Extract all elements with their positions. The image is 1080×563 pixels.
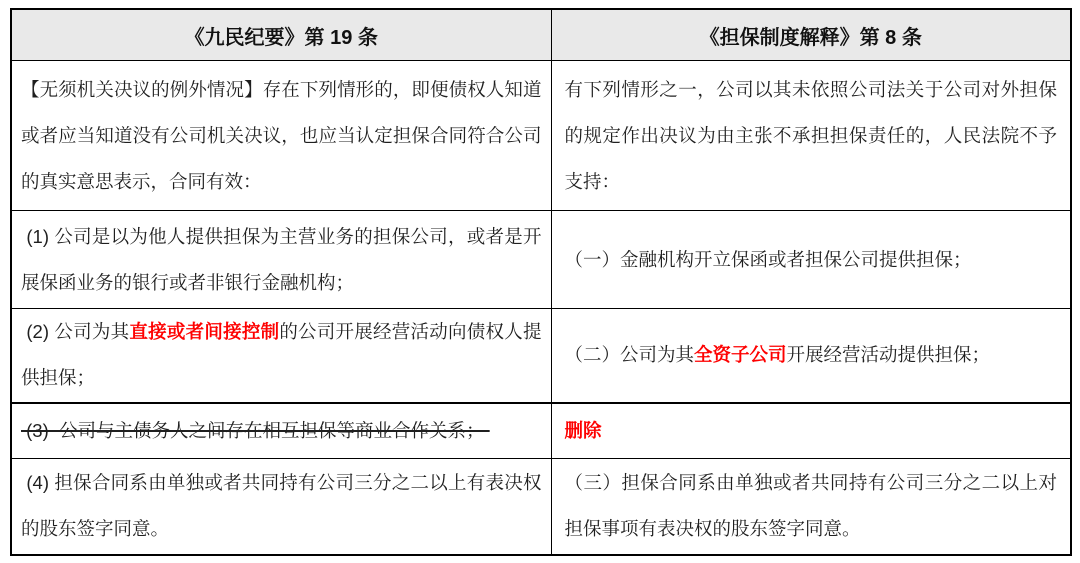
item2-left-suffix: 的公司开展经营活动向债权人提供担保； [21,321,542,389]
table-row-item4 [11,459,1071,555]
deleted-label: 删除 [564,419,602,441]
table-row-intro [11,61,1071,211]
cell-danbao-item2 [551,309,1071,403]
item2-right-prefix: （二）公司为其 [564,344,695,366]
table-header-row [11,9,1071,61]
cell-jiumin-item1 [11,211,551,309]
cell-danbao-item1 [551,211,1071,309]
cell-danbao-item3-deleted [551,403,1071,459]
intro-text-left: 【无须机关决议的例外情况】存在下列情形的，即便债权人知道或者应当知道没有公司机关决议，也应当认定担保合同符合公司的真实意思表示，合同有效： [21,78,542,192]
cell-danbao-item4 [551,459,1071,555]
intro-text-right: 有下列情形之一，公司以其未依照公司法关于公司对外担保的规定作出决议为由主张不承担担保责任的，人民法院不予支持： [564,78,1057,192]
item4-text-left: (4) 担保合同系由单独或者共同持有公司三分之二以上有表决权的股东签字同意。 [21,472,542,540]
item4-text-right: （三）担保合同系由单独或者共同持有公司三分之二以上对担保事项有表决权的股东签字同意。 [564,472,1057,540]
item2-left-highlight: 直接或者间接控制 [129,321,280,343]
cell-danbao-intro [551,61,1071,211]
table-row-item2 [11,309,1071,403]
cell-jiumin-item3-struck [11,403,551,459]
item2-right-suffix: 开展经营活动提供担保； [786,344,991,366]
header-jiumin-jiyao: 《九民纪要》第 19 条 [11,9,551,61]
cell-jiumin-item4 [11,459,551,555]
item1-text-right: （一）金融机构开立保函或者担保公司提供担保； [564,248,972,270]
table-row-item3-deleted [11,403,1071,459]
item2-left-prefix: (2) 公司为其 [21,321,130,343]
item1-text-left: (1) 公司是以为他人提供担保为主营业务的担保公司，或者是开展保函业务的银行或者非银行金融机构； [21,225,542,293]
cell-jiumin-item2 [11,309,551,403]
item2-right-highlight: 全资子公司 [694,344,787,366]
cell-jiumin-intro [11,61,551,211]
comparison-table [10,8,1072,556]
table-row-item1 [11,211,1071,309]
header-danbao-jieshi: 《担保制度解释》第 8 条 [551,9,1071,61]
item3-strikethrough-text: (3) 公司与主债务人之间存在相互担保等商业合作关系； [21,419,490,441]
